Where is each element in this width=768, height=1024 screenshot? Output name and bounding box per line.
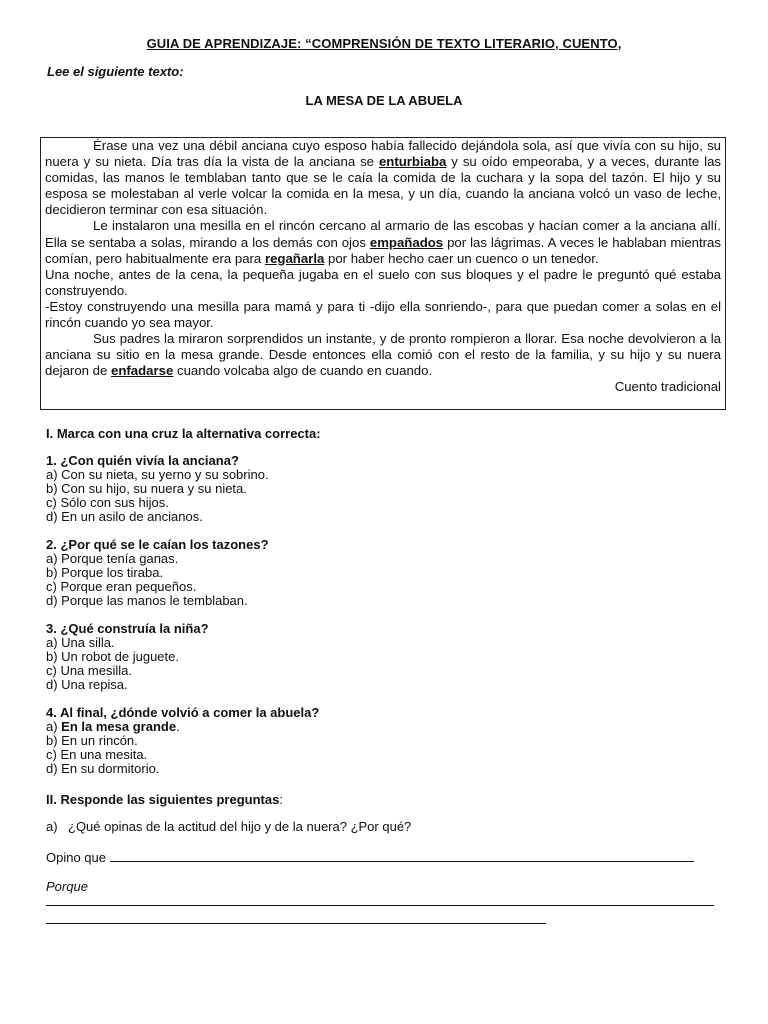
option-d[interactable]: d) Porque las manos le temblaban. xyxy=(46,593,248,609)
question-title: 3. ¿Qué construía la niña? xyxy=(46,621,209,636)
story-paragraph-2: Le instalaron una mesilla en el rincón cercano al armario de las escobas y hacían comer a la anciana allí. Ella se sentaba a solas, mirando a los demás con ojos empañados por las lágrimas. A veces le hablaban mientras comían, pero habitualmente era para regañarla por haber hecho caer un cuenco o un tenedor. xyxy=(45,218,721,266)
option-b[interactable]: b) Con su hijo, su nuera y su nieta. xyxy=(46,481,247,497)
vocab-word-enfadarse: enfadarse xyxy=(111,363,174,379)
question-1 xyxy=(46,454,269,524)
porque-answer-line-1[interactable] xyxy=(46,905,714,906)
option-c[interactable]: c) Porque eran pequeños. xyxy=(46,579,197,595)
answer-emphasis: En la mesa grande xyxy=(61,719,177,735)
section-two-heading: II. Responde las siguientes preguntas: xyxy=(46,792,283,807)
option-c[interactable]: c) Una mesilla. xyxy=(46,663,132,679)
question-title: 2. ¿Por qué se le caían los tazones? xyxy=(46,537,269,552)
option-a[interactable]: a) Una silla. xyxy=(46,635,115,651)
opino-label: Opino que xyxy=(46,850,106,865)
section-one-heading: I. Marca con una cruz la alternativa correcta: xyxy=(46,426,321,441)
option-d[interactable]: d) En su dormitorio. xyxy=(46,761,160,777)
story-paragraph-5: Sus padres la miraron sorprendidos un instante, y de pronto rompieron a llorar. Esa noche devolvieron a la anciana su sitio en la mesa grande. Desde entonces ella comió con el resto de la familia, y su hijo y su nuera dejaron de enfadarse cuando volcaba algo de cuando en cuando. xyxy=(45,331,721,379)
option-d[interactable]: d) Una repisa. xyxy=(46,677,128,693)
story-paragraph-4: -Estoy construyendo una mesilla para mamá y para ti -dijo ella sonriendo-, para que puedan comer a solas en el rincón cuando yo sea mayor. xyxy=(45,298,721,331)
story-paragraph-3: Una noche, antes de la cena, la pequeña jugaba en el suelo con sus bloques y el padre le preguntó qué estaba construyendo. xyxy=(45,266,721,298)
story-paragraph-1: Érase una vez una débil anciana cuyo esposo había fallecido dejándola sola, así que vivía con su hijo, su nuera y su nieta. Día tras día la vista de la anciana se enturbiaba y su oído empeoraba, y a veces, durante las comidas, las manos le temblaban tanto que se le caía la comida de la cuchara y la sopa del tazón. El hijo y su esposa se molestaban al verle volcar la comida en la mesa, y un día, cuando la anciana volcó un vaso de leche, decidieron terminar con esa situación. xyxy=(45,138,721,218)
porque-label: Porque xyxy=(46,879,88,894)
option-a[interactable]: a) En la mesa grande. xyxy=(46,719,180,735)
story-title: LA MESA DE LA ABUELA xyxy=(305,93,463,108)
option-b[interactable]: b) Porque los tiraba. xyxy=(46,565,164,581)
guide-title: GUIA DE APRENDIZAJE: “COMPRENSIÓN DE TEXTO LITERARIO, CUENTO, xyxy=(146,36,622,51)
option-d[interactable]: d) En un asilo de ancianos. xyxy=(46,509,203,525)
option-c[interactable]: c) Sólo con sus hijos. xyxy=(46,495,169,511)
story-source: Cuento tradicional xyxy=(614,379,721,395)
opino-answer-blank[interactable] xyxy=(110,850,694,862)
question-title: 1. ¿Con quién vivía la anciana? xyxy=(46,453,239,468)
porque-answer-line-2[interactable] xyxy=(46,923,546,924)
option-b[interactable]: b) Un robot de juguete. xyxy=(46,649,179,665)
reading-instruction: Lee el siguiente texto: xyxy=(47,64,184,79)
option-a[interactable]: a) Con su nieta, su yerno y su sobrino. xyxy=(46,467,269,483)
option-c[interactable]: c) En una mesita. xyxy=(46,747,148,763)
question-4 xyxy=(46,706,319,776)
option-b[interactable]: b) En un rincón. xyxy=(46,733,138,749)
vocab-word-empanados: empañados xyxy=(369,234,444,250)
question-2 xyxy=(46,538,269,608)
question-3 xyxy=(46,622,209,692)
vocab-word-reganarla: regañarla xyxy=(264,250,325,266)
vocab-word-enturbiaba: enturbiaba xyxy=(378,154,447,170)
open-question-label: a) xyxy=(46,819,58,834)
question-title: 4. Al final, ¿dónde volvió a comer la abuela? xyxy=(46,705,320,720)
open-question-a xyxy=(46,819,411,834)
opino-line xyxy=(46,850,694,865)
open-question-text: ¿Qué opinas de la actitud del hijo y de la nuera? ¿Por qué? xyxy=(68,819,412,834)
story-text-box xyxy=(40,137,726,410)
option-a[interactable]: a) Porque tenía ganas. xyxy=(46,551,179,567)
